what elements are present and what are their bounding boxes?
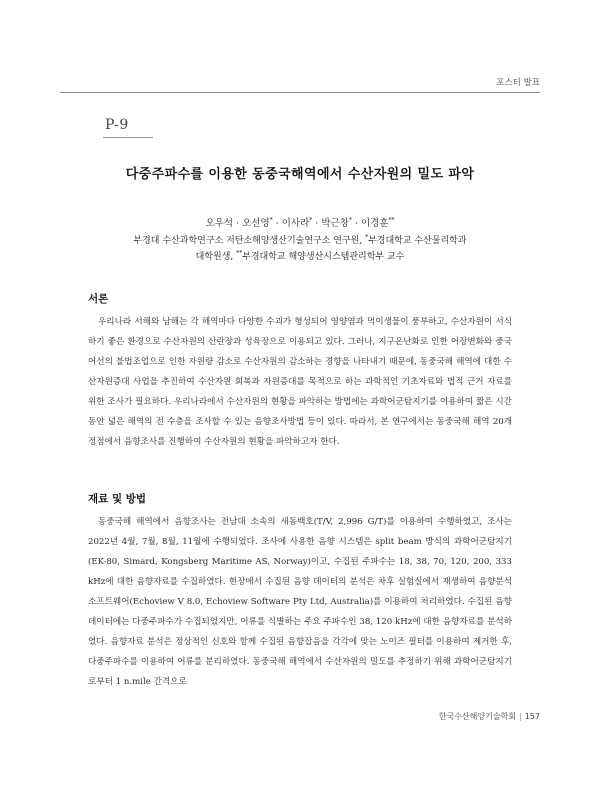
author-separator: · xyxy=(354,218,358,229)
author-mark: * xyxy=(348,216,352,224)
author-name: 오선영 xyxy=(242,218,270,229)
section-heading: 서론 xyxy=(88,293,109,305)
section-introduction xyxy=(88,291,512,452)
author-separator: · xyxy=(236,218,240,229)
section-heading: 재료 및 방법 xyxy=(88,493,147,505)
affiliation-text: 부경대 수산과학연구소 저탄소해양생산기술연구소 연구원, xyxy=(133,236,366,246)
affiliation-mark: * xyxy=(365,234,369,241)
affiliation-text: 부경대학교 해양생산시스템관리학부 교수 xyxy=(242,252,405,262)
footer-separator: | xyxy=(519,712,522,721)
journal-name: 한국수산해양기술학회 xyxy=(438,712,517,721)
section-body: 우리나라 서해와 남해는 각 해역마다 다양한 수괴가 형성되어 영양염과 먹이생물이 풍부하고, 수산자원이 서식하기 좋은 환경으로 수산자원의 산란장과 성육장으로 이용되고 있다. 그러나, 지구온난화로 인한 어장변화와 중국어선의 불법조업으로 인한 자원량 감소로 수산자원의 감소하는 경향을 나타내기 때문에, 동중국해 해역에 대한 수산자원증대 사업을 추진하여 수산자원 회복과 자원증대를 목적으로 하는 과학적인 기초자료와 법적 근거 자료를 위한 조사가 필요하다. 우리나라에서 수산자원의 현황을 파악하는 방법에는 과학어군탐지기를 이용하여 짧은 시간 동안 넓은 해역의 전 수층을 조사할 수 있는 음향조사방법 등이 있다. 따라서, 본 연구에서는 동중국해 해역 20개 정점에서 음향조사를 진행하여 수산자원의 현황을 파악하고자 한다. xyxy=(88,317,512,447)
header-section-tag: 포스터 발표 xyxy=(496,78,540,88)
author-name: 박근창 xyxy=(321,218,349,229)
author-mark: * xyxy=(269,216,273,224)
affiliation-mark: ** xyxy=(236,250,243,257)
author-mark: ** xyxy=(388,216,395,224)
affiliation-line-2 xyxy=(0,249,600,262)
affiliation-text: 부경대학교 수산물리학과 xyxy=(368,236,467,246)
author-name: 이사라 xyxy=(281,218,310,229)
affiliation-line-1 xyxy=(0,233,600,246)
page-number: 157 xyxy=(524,712,540,721)
author-mark: * xyxy=(309,216,313,224)
header-divider xyxy=(60,92,540,93)
affiliation-text: 대학원생, xyxy=(195,252,237,262)
author-name: 이경훈 xyxy=(360,218,389,229)
poster-id-underline xyxy=(103,137,153,138)
section-methods xyxy=(88,491,512,692)
paper-title: 다중주파수를 이용한 동중국해역에서 수산자원의 밀도 파악 xyxy=(125,167,475,182)
author-separator: · xyxy=(275,218,279,229)
author-list xyxy=(0,215,600,229)
poster-id: P-9 xyxy=(105,117,129,133)
page-footer xyxy=(439,711,540,722)
section-body: 동중국해 해역에서 음향조사는 전남대 소속의 새동백호(T/V, 2,996 G/T)를 이용하여 수행하였고, 조사는 2022년 4월, 7월, 8월, 11월에 수행되었다. 조사에 사용한 음향 시스템은 split beam 방식의 과학어군탐지기(EK-80, Simard, Kongsberg Maritime AS, Norway)이고, 수집된 주파수는 18, 38, 70, 120, 200, 333 kHz에 대한 음향자료를 수집하였다. 현장에서 수집된 음향 데이터의 분석은 차후 실험실에서 재생하여 음향분석 소프트웨어(Echoview V 8.0, Echoview Software Pty Ltd, Australia)를 이용하여 처리하였다. 수집된 음향 데이터에는 다중주파수가 수집되었지만, 어류를 식별하는 주요 주파수인 38, 120 kHz에 대한 음향자료를 분석하였다. 음향자료 분석은 정상적인 신호와 함께 수집된 음향잡음을 각각에 맞는 노이즈 필터를 이용하여 제거한 후, 다중주파수를 이용하여 어류를 분리하였다. 동중국해 해역에서 수산자원의 밀도를 추정하기 위해 과학어군탐지기로부터 1 n.mile 간격으로 xyxy=(88,517,512,687)
author-separator: · xyxy=(315,218,319,229)
author-name: 오우석 xyxy=(205,218,234,229)
